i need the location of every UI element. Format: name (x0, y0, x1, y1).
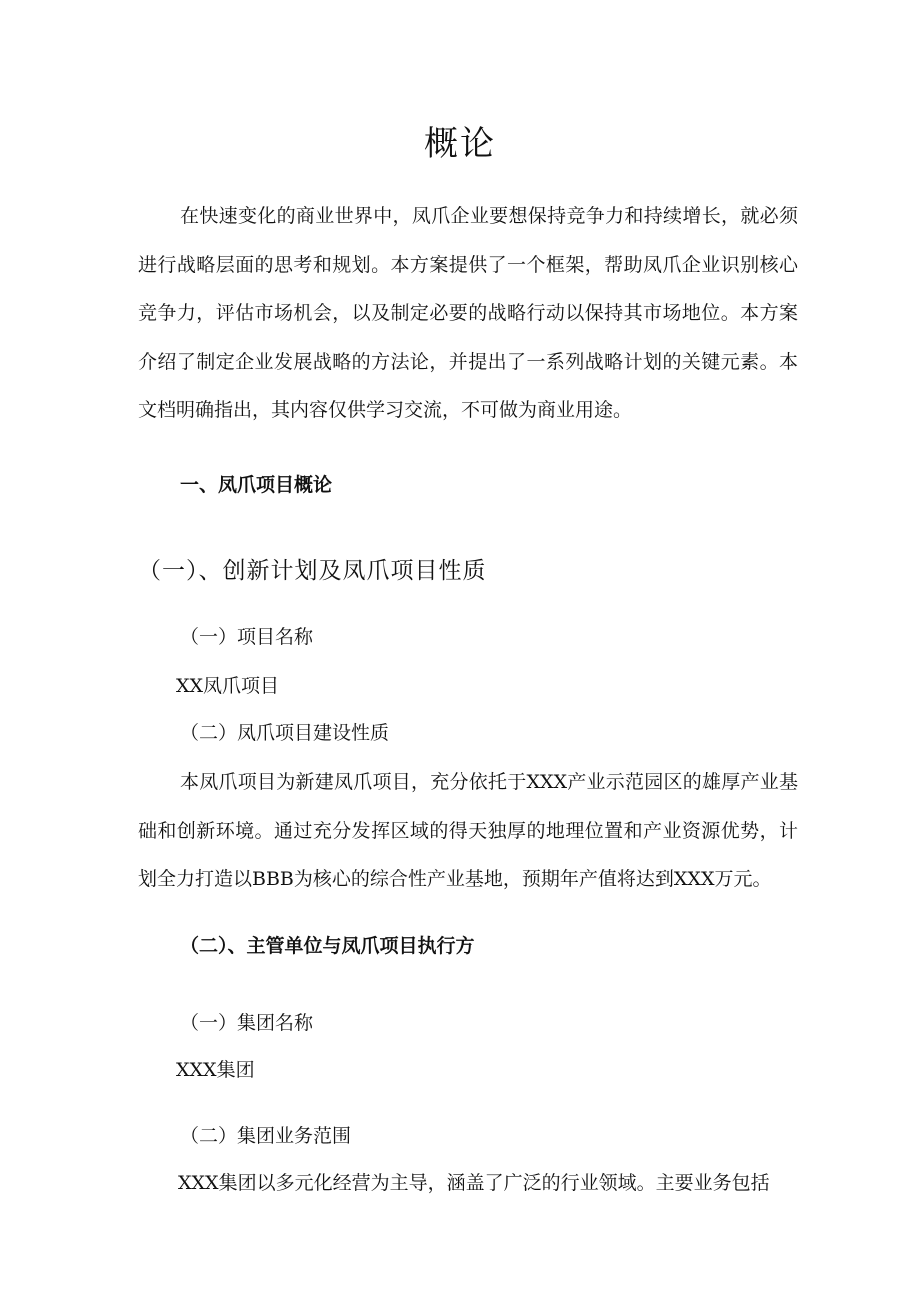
subsection-heading-nature: （一）、创新计划及凤爪项目性质 (138, 558, 487, 584)
section-heading-overview: 一、凤爪项目概论 (180, 474, 333, 496)
intro-paragraph: 在快速变化的商业世界中，凤爪企业要想保持竞争力和持续增长，就必须进行战略层面的思考和规划。本方案提供了一个框架，帮助凤爪企业识别核心竞争力，评估市场机会，以及制定必要的战略行动以保持其市场地位。本方案介绍了制定企业发展战略的方法论，并提出了一系列战略计划的关键元素。本文档明确指出，其内容仅供学习交流，不可做为商业用途。 (138, 205, 798, 421)
item-label-business-scope: （二）集团业务范围 (180, 1125, 352, 1147)
item-value-project-name: XX凤爪项目 (176, 675, 280, 697)
page-title: 概论 (424, 124, 496, 164)
item-label-project-name: （一）项目名称 (180, 626, 314, 648)
construction-nature-paragraph: 本凤爪项目为新建凤爪项目，充分依托于XXX产业示范园区的雄厚产业基础和创新环境。通过充分发挥区域的得天独厚的地理位置和产业资源优势，计划全力打造以BBB为核心的综合性产业基地，预期年产值将达到XXX万元。 (138, 771, 798, 890)
subsection-heading-executor: （二）、主管单位与凤爪项目执行方 (180, 935, 475, 957)
business-scope-paragraph: XXX集团以多元化经营为主导，涵盖了广泛的行业领域。主要业务包括 (178, 1172, 770, 1194)
item-label-construction-nature: （二）凤爪项目建设性质 (180, 722, 390, 744)
item-label-group-name: （一）集团名称 (180, 1012, 314, 1034)
item-value-group-name: XXX集团 (176, 1059, 255, 1081)
